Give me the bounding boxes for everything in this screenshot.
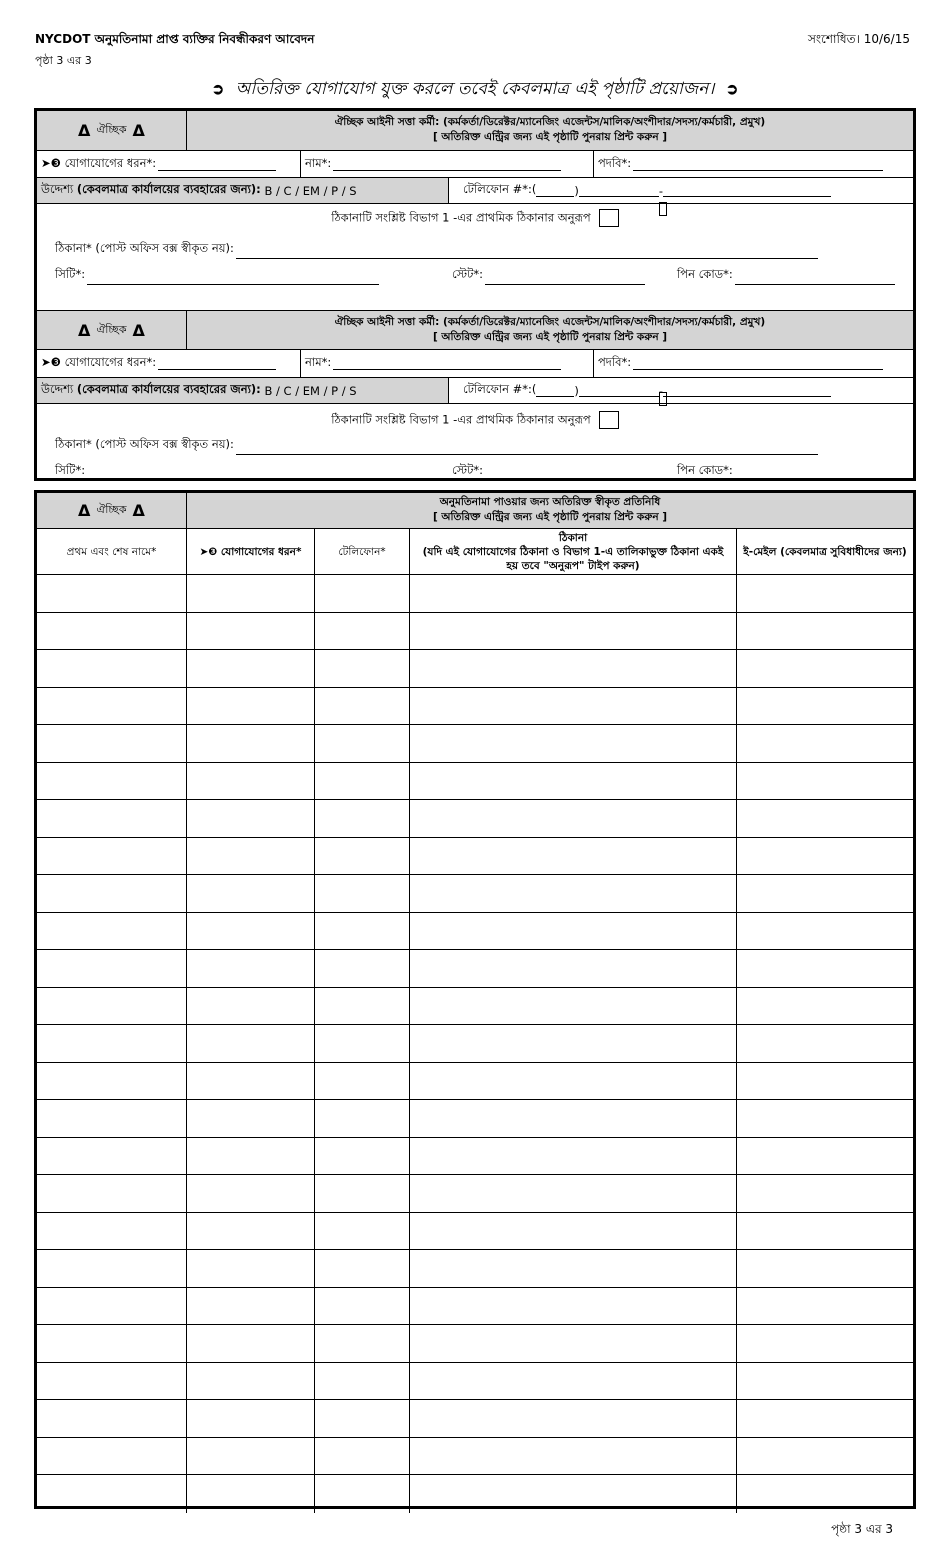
email-cell[interactable] bbox=[737, 913, 913, 950]
phone-cell[interactable] bbox=[315, 913, 410, 950]
contact-type-cell[interactable] bbox=[187, 800, 315, 837]
address-field[interactable] bbox=[55, 436, 818, 455]
notice-text: অতিরিক্ত যোগাযোগ যুক্ত করলে তবেই কেবলমাত্র এই পৃষ্ঠাটি প্রয়োজন। bbox=[235, 79, 715, 99]
email-cell[interactable] bbox=[737, 1363, 913, 1400]
address-cell[interactable] bbox=[410, 688, 737, 725]
name-cell[interactable] bbox=[37, 688, 187, 725]
contact-type-cell[interactable] bbox=[187, 1100, 315, 1137]
optional-label bbox=[37, 111, 187, 150]
table-row bbox=[37, 1438, 913, 1476]
address-cell[interactable] bbox=[410, 575, 737, 612]
phone-cell[interactable] bbox=[315, 950, 410, 987]
email-cell[interactable] bbox=[737, 1325, 913, 1362]
table-row bbox=[37, 650, 913, 688]
phone-cell[interactable] bbox=[315, 1325, 410, 1362]
address-cell[interactable] bbox=[410, 1325, 737, 1362]
address-cell[interactable] bbox=[410, 650, 737, 687]
section-title-line1: ঐচ্ছিক আইনী সত্তা কর্মী: (কর্মকর্তা/ডিরেক্টর/ম্যানেজিং এজেন্টস/মালিক/অংশীদার/সদস্য/কর্মচারী, প্রমুখ) bbox=[334, 116, 766, 128]
zip-field[interactable] bbox=[677, 266, 895, 285]
optional-text: ঐচ্ছিক bbox=[96, 123, 127, 136]
city-label: সিটি*: bbox=[55, 463, 86, 477]
contact-type-cell[interactable] bbox=[187, 613, 315, 650]
contact-type-cell[interactable] bbox=[187, 688, 315, 725]
optional-label bbox=[37, 493, 187, 528]
state-field[interactable] bbox=[452, 462, 645, 481]
email-cell[interactable] bbox=[737, 950, 913, 987]
representatives-box bbox=[34, 490, 916, 1509]
email-cell[interactable] bbox=[737, 613, 913, 650]
notice bbox=[0, 76, 950, 104]
name-cell[interactable] bbox=[37, 1363, 187, 1400]
zip-label: পিন কোড*: bbox=[677, 463, 733, 477]
email-cell[interactable] bbox=[737, 1100, 913, 1137]
purpose-field bbox=[37, 378, 449, 403]
contact-type-cell[interactable] bbox=[187, 1400, 315, 1437]
table-row bbox=[37, 575, 913, 613]
table-row bbox=[37, 1363, 913, 1401]
cursor-marker bbox=[659, 392, 667, 406]
address-cell[interactable] bbox=[410, 1213, 737, 1250]
contact-type-cell[interactable] bbox=[187, 838, 315, 875]
contact-type-field[interactable] bbox=[37, 350, 301, 377]
address-cell[interactable] bbox=[410, 1100, 737, 1137]
section-title bbox=[187, 111, 913, 150]
section-title-line2: [ অতিরিক্ত এন্ট্রির জন্য এই পৃষ্ঠাটি পুনরায় প্রিন্ট করুন ] bbox=[432, 331, 668, 343]
city-label: সিটি*: bbox=[55, 267, 86, 281]
purpose-label: উদ্দেশ্য bbox=[41, 182, 74, 196]
phone-cell[interactable] bbox=[315, 1025, 410, 1062]
contact-type-cell[interactable] bbox=[187, 988, 315, 1025]
reps-title-line1: অনুমতিনামা পাওয়ার জন্য অতিরিক্ত স্বীকৃত প্রতিনিধি bbox=[439, 496, 661, 508]
table-row bbox=[37, 800, 913, 838]
name-label: নাম*: bbox=[305, 155, 332, 170]
email-cell[interactable] bbox=[737, 1475, 913, 1513]
optional-text: ঐচ্ছিক bbox=[96, 322, 127, 336]
contact-type-cell[interactable] bbox=[187, 1213, 315, 1250]
address-cell[interactable] bbox=[410, 838, 737, 875]
arrow-left-icon: ➲ bbox=[725, 80, 739, 98]
name-cell[interactable] bbox=[37, 1400, 187, 1437]
purpose-label: উদ্দেশ্য bbox=[41, 382, 74, 396]
contact-type-cell[interactable] bbox=[187, 913, 315, 950]
phone-cell[interactable] bbox=[315, 688, 410, 725]
same-address-label: ঠিকানাটি সংশ্লিষ্ট বিভাগ 1 -এর প্রাথমিক ঠিকানার অনুরূপ bbox=[331, 210, 591, 225]
reps-title bbox=[187, 493, 913, 528]
table-row bbox=[37, 1175, 913, 1213]
address-cell[interactable] bbox=[410, 1438, 737, 1475]
optional-text: ঐচ্ছিক bbox=[96, 503, 127, 516]
email-cell[interactable] bbox=[737, 875, 913, 912]
address-cell[interactable] bbox=[410, 913, 737, 950]
table-row bbox=[37, 1250, 913, 1288]
triangle-icon: Δ bbox=[132, 320, 145, 340]
email-cell[interactable] bbox=[737, 1175, 913, 1212]
revision-date: সংশোধিত। 10/6/15 bbox=[807, 32, 910, 46]
name-cell[interactable] bbox=[37, 988, 187, 1025]
city-field[interactable] bbox=[55, 462, 379, 481]
phone-cell[interactable] bbox=[315, 1138, 410, 1175]
name-cell[interactable] bbox=[37, 913, 187, 950]
contact-type-cell[interactable] bbox=[187, 1363, 315, 1400]
table-header bbox=[37, 529, 913, 575]
table-row bbox=[37, 1325, 913, 1363]
col-email-header: ই-মেইল (কেবলমাত্র সুবিধাধীদের জন্য) bbox=[743, 545, 907, 558]
contact-type-cell[interactable] bbox=[187, 1250, 315, 1287]
table-row bbox=[37, 725, 913, 763]
form-title: NYCDOT অনুমতিনামা প্রাপ্ত ব্যক্তির নিবন্ধীকরণ আবেদন bbox=[35, 32, 315, 46]
name-cell[interactable] bbox=[37, 1025, 187, 1062]
purpose-note: (কেবলমাত্র কার্যালয়ের ব্যবহারের জন্য): bbox=[76, 182, 261, 196]
table-row bbox=[37, 613, 913, 651]
email-cell[interactable] bbox=[737, 1250, 913, 1287]
col-name-header: প্রথম এবং শেষ নামে* bbox=[37, 529, 187, 574]
contact-type-cell[interactable] bbox=[187, 1288, 315, 1325]
phone-cell[interactable] bbox=[315, 1250, 410, 1287]
name-cell[interactable] bbox=[37, 1250, 187, 1287]
table-row bbox=[37, 950, 913, 988]
email-cell[interactable] bbox=[737, 1213, 913, 1250]
phone-cell[interactable] bbox=[315, 1475, 410, 1513]
phone-paren: ) bbox=[574, 183, 579, 198]
phone-cell[interactable] bbox=[315, 650, 410, 687]
table-row bbox=[37, 1475, 913, 1513]
email-cell[interactable] bbox=[737, 650, 913, 687]
address-cell[interactable] bbox=[410, 1288, 737, 1325]
name-cell[interactable] bbox=[37, 800, 187, 837]
name-cell[interactable] bbox=[37, 1325, 187, 1362]
contact-type-cell[interactable] bbox=[187, 1063, 315, 1100]
address-cell[interactable] bbox=[410, 1250, 737, 1287]
table-row bbox=[37, 688, 913, 726]
phone-cell[interactable] bbox=[315, 838, 410, 875]
arrow-right-icon: ➲ bbox=[211, 80, 225, 98]
phone-paren: ) bbox=[574, 383, 579, 398]
name-cell[interactable] bbox=[37, 1438, 187, 1475]
contact-type-cell[interactable] bbox=[187, 725, 315, 762]
email-cell[interactable] bbox=[737, 725, 913, 762]
section-title-line1: ঐচ্ছিক আইনী সত্তা কর্মী: (কর্মকর্তা/ডিরেক্টর/ম্যানেজিং এজেন্টস/মালিক/অংশীদার/সদস্য/কর্মচারী, প্রমুখ) bbox=[334, 316, 766, 328]
purpose-codes: B / C / EM / P / S bbox=[264, 383, 357, 398]
email-cell[interactable] bbox=[737, 763, 913, 800]
name-cell[interactable] bbox=[37, 1213, 187, 1250]
col-address-note: (যদি এই যোগাযোগের ঠিকানা ও বিভাগ 1-এ তালিকাভুক্ত ঠিকানা একই হয় তবে "অনুরূপ" টাইপ করুন) bbox=[422, 545, 724, 572]
name-cell[interactable] bbox=[37, 950, 187, 987]
contact-row bbox=[37, 151, 913, 178]
email-cell[interactable] bbox=[737, 1438, 913, 1475]
name-cell[interactable] bbox=[37, 875, 187, 912]
table-row bbox=[37, 1288, 913, 1326]
purpose-codes: B / C / EM / P / S bbox=[264, 183, 357, 198]
phone-cell[interactable] bbox=[315, 1175, 410, 1212]
col-address-title: ঠিকানা bbox=[558, 531, 588, 544]
table-row bbox=[37, 988, 913, 1026]
email-cell[interactable] bbox=[737, 575, 913, 612]
contact-type-cell[interactable] bbox=[187, 1438, 315, 1475]
email-cell[interactable] bbox=[737, 838, 913, 875]
table-row bbox=[37, 1025, 913, 1063]
zip-label: পিন কোড*: bbox=[677, 267, 733, 281]
contact-type-cell[interactable] bbox=[187, 1325, 315, 1362]
same-address-row bbox=[37, 209, 913, 229]
purpose-field bbox=[37, 178, 449, 203]
phone-cell[interactable] bbox=[315, 613, 410, 650]
phone-cell[interactable] bbox=[315, 1213, 410, 1250]
address-label: ঠিকানা* (পোস্ট অফিস বক্স স্বীকৃত নয়): bbox=[55, 437, 234, 451]
state-label: স্টেট*: bbox=[452, 267, 483, 281]
name-cell[interactable] bbox=[37, 1100, 187, 1137]
reps-title-line2: [ অতিরিক্ত এন্ট্রির জন্য এই পৃষ্ঠাটি পুনরায় প্রিন্ট করুন ] bbox=[432, 511, 668, 523]
title-field[interactable] bbox=[594, 350, 913, 377]
name-cell[interactable] bbox=[37, 1175, 187, 1212]
phone-cell[interactable] bbox=[315, 725, 410, 762]
same-address-row bbox=[37, 411, 913, 431]
purpose-note: (কেবলমাত্র কার্যালয়ের ব্যবহারের জন্য): bbox=[76, 382, 261, 396]
name-field[interactable] bbox=[301, 350, 594, 377]
address-cell[interactable] bbox=[410, 1138, 737, 1175]
table-row bbox=[37, 1100, 913, 1138]
phone-field[interactable] bbox=[449, 178, 913, 203]
email-cell[interactable] bbox=[737, 988, 913, 1025]
purpose-row bbox=[37, 378, 913, 404]
table-row bbox=[37, 1063, 913, 1101]
email-cell[interactable] bbox=[737, 800, 913, 837]
email-cell[interactable] bbox=[737, 1063, 913, 1100]
triangle-icon: Δ bbox=[132, 501, 145, 520]
name-cell[interactable] bbox=[37, 763, 187, 800]
address-cell[interactable] bbox=[410, 988, 737, 1025]
table-row bbox=[37, 913, 913, 951]
section-header bbox=[37, 310, 913, 350]
phone-cell[interactable] bbox=[315, 1363, 410, 1400]
triangle-icon: Δ bbox=[78, 320, 91, 340]
table-row bbox=[37, 838, 913, 876]
address-label: ঠিকানা* (পোস্ট অফিস বক্স স্বীকৃত নয়): bbox=[55, 241, 234, 255]
contact-type-label: ➤❸ যোগাযোগের ধরন*: bbox=[41, 155, 157, 170]
name-cell[interactable] bbox=[37, 725, 187, 762]
address-cell[interactable] bbox=[410, 950, 737, 987]
contact-type-cell[interactable] bbox=[187, 1175, 315, 1212]
address-cell[interactable] bbox=[410, 763, 737, 800]
phone-cell[interactable] bbox=[315, 800, 410, 837]
address-cell[interactable] bbox=[410, 1025, 737, 1062]
phone-label: টেলিফোন #*:( bbox=[463, 182, 537, 196]
city-field[interactable] bbox=[55, 266, 379, 285]
table-row bbox=[37, 1400, 913, 1438]
phone-cell[interactable] bbox=[315, 1063, 410, 1100]
email-cell[interactable] bbox=[737, 1138, 913, 1175]
same-address-checkbox[interactable] bbox=[599, 209, 619, 227]
entity-staff-box bbox=[34, 108, 916, 481]
table-row bbox=[37, 1213, 913, 1251]
address-cell[interactable] bbox=[410, 1475, 737, 1513]
title-field[interactable] bbox=[594, 151, 913, 177]
name-cell[interactable] bbox=[37, 650, 187, 687]
footer-page: পৃষ্ঠা 3 এর 3 bbox=[831, 1522, 893, 1536]
address-cell[interactable] bbox=[410, 800, 737, 837]
table-row bbox=[37, 875, 913, 913]
reps-header bbox=[37, 493, 913, 529]
title-label: পদবি*: bbox=[598, 155, 632, 170]
name-cell[interactable] bbox=[37, 1475, 187, 1513]
phone-cell[interactable] bbox=[315, 763, 410, 800]
phone-cell[interactable] bbox=[315, 988, 410, 1025]
phone-cell[interactable] bbox=[315, 1288, 410, 1325]
optional-label bbox=[37, 311, 187, 349]
contact-type-cell[interactable] bbox=[187, 1025, 315, 1062]
section-title-line2: [ অতিরিক্ত এন্ট্রির জন্য এই পৃষ্ঠাটি পুনরায় প্রিন্ট করুন ] bbox=[432, 131, 668, 143]
contact-type-cell[interactable] bbox=[187, 875, 315, 912]
table-row bbox=[37, 763, 913, 801]
email-cell[interactable] bbox=[737, 1400, 913, 1437]
address-cell[interactable] bbox=[410, 613, 737, 650]
contact-type-cell[interactable] bbox=[187, 650, 315, 687]
col-phone-header: টেলিফোন* bbox=[315, 529, 410, 574]
section-header bbox=[37, 111, 913, 151]
contact-type-cell[interactable] bbox=[187, 1138, 315, 1175]
phone-label: টেলিফোন #*:( bbox=[463, 382, 537, 396]
name-cell[interactable] bbox=[37, 1063, 187, 1100]
name-cell[interactable] bbox=[37, 575, 187, 612]
email-cell[interactable] bbox=[737, 688, 913, 725]
contact-row bbox=[37, 350, 913, 378]
name-label: নাম*: bbox=[305, 355, 332, 369]
triangle-icon: Δ bbox=[78, 501, 91, 520]
address-cell[interactable] bbox=[410, 725, 737, 762]
email-cell[interactable] bbox=[737, 1288, 913, 1325]
triangle-icon: Δ bbox=[78, 121, 91, 140]
same-address-checkbox[interactable] bbox=[599, 411, 619, 429]
phone-cell[interactable] bbox=[315, 1438, 410, 1475]
contact-type-cell[interactable] bbox=[187, 1475, 315, 1513]
section-title bbox=[187, 311, 913, 349]
address-cell[interactable] bbox=[410, 1063, 737, 1100]
purpose-row bbox=[37, 178, 913, 204]
contact-type-field[interactable] bbox=[37, 151, 301, 177]
name-field[interactable] bbox=[301, 151, 594, 177]
zip-field[interactable] bbox=[677, 462, 895, 481]
contact-type-cell[interactable] bbox=[187, 575, 315, 612]
col-address-header bbox=[410, 529, 737, 574]
contact-type-label: ➤❸ যোগাযোগের ধরন*: bbox=[41, 355, 157, 369]
name-cell[interactable] bbox=[37, 1288, 187, 1325]
table-row bbox=[37, 1138, 913, 1176]
phone-field[interactable] bbox=[449, 378, 913, 403]
email-cell[interactable] bbox=[737, 1025, 913, 1062]
state-field[interactable] bbox=[452, 266, 645, 285]
phone-cell[interactable] bbox=[315, 1100, 410, 1137]
title-label: পদবি*: bbox=[598, 355, 632, 369]
name-cell[interactable] bbox=[37, 1138, 187, 1175]
phone-cell[interactable] bbox=[315, 575, 410, 612]
address-cell[interactable] bbox=[410, 1400, 737, 1437]
address-cell[interactable] bbox=[410, 1363, 737, 1400]
state-label: স্টেট*: bbox=[452, 463, 483, 477]
contact-type-cell[interactable] bbox=[187, 763, 315, 800]
name-cell[interactable] bbox=[37, 838, 187, 875]
phone-cell[interactable] bbox=[315, 875, 410, 912]
address-cell[interactable] bbox=[410, 1175, 737, 1212]
contact-type-cell[interactable] bbox=[187, 950, 315, 987]
name-cell[interactable] bbox=[37, 613, 187, 650]
phone-dash: - bbox=[658, 183, 664, 198]
same-address-label: ঠিকানাটি সংশ্লিষ্ট বিভাগ 1 -এর প্রাথমিক ঠিকানার অনুরূপ bbox=[331, 412, 591, 427]
col-contact-type-header: ➤❸ যোগাযোগের ধরন* bbox=[187, 529, 315, 574]
address-field[interactable] bbox=[55, 240, 818, 259]
phone-dash: - bbox=[658, 383, 664, 398]
address-cell[interactable] bbox=[410, 875, 737, 912]
page-indicator: পৃষ্ঠা 3 এর 3 bbox=[35, 54, 92, 67]
triangle-icon: Δ bbox=[132, 121, 145, 140]
phone-cell[interactable] bbox=[315, 1400, 410, 1437]
